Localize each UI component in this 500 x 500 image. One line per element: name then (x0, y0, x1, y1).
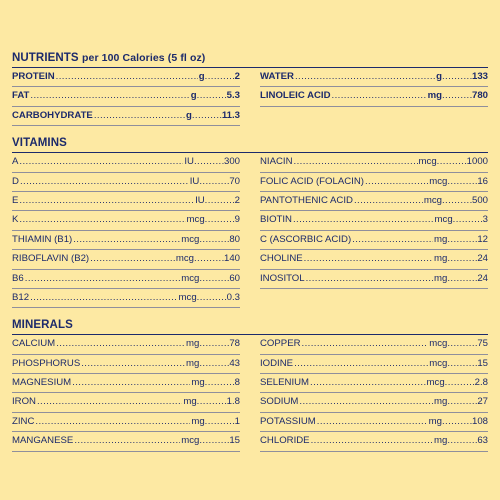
nutrient-value: 12 (477, 233, 488, 245)
dot-leader (199, 335, 229, 353)
nutrient-name: CHOLINE (260, 253, 303, 265)
dot-leader (199, 355, 229, 373)
dot-leader (199, 173, 229, 191)
nutrient-unit: IU (184, 156, 194, 168)
vitamins-title: VITAMINS (12, 137, 67, 150)
nutrient-name: THIAMIN (B1) (12, 233, 73, 245)
nutrient-name: FAT (12, 90, 30, 102)
dot-leader (317, 413, 428, 431)
nutrient-value: 5.3 (226, 90, 240, 102)
dot-leader (90, 250, 175, 268)
dot-leader (447, 432, 477, 450)
dot-leader (447, 231, 477, 249)
nutrient-value: 1.8 (226, 396, 240, 408)
nutrient-name: B6 (12, 272, 24, 284)
nutrient-unit: mcg (429, 175, 448, 187)
nutrition-panel (12, 50, 488, 452)
dot-leader (199, 432, 229, 450)
dot-leader (35, 413, 190, 431)
dot-leader (205, 211, 235, 229)
nutrient-row (260, 68, 488, 87)
nutrient-row (260, 211, 488, 230)
nutrient-value: 11.3 (221, 109, 240, 121)
dot-leader (295, 68, 435, 86)
nutrient-row (12, 192, 240, 211)
nutrient-unit: g (436, 71, 442, 82)
nutrient-row (12, 250, 240, 269)
dot-leader (365, 173, 428, 191)
nutrient-unit: mg (186, 357, 200, 369)
nutrient-value: 24 (477, 253, 488, 265)
nutrient-row (12, 374, 240, 393)
dot-leader (205, 192, 235, 210)
nutrient-name: SELENIUM (260, 377, 310, 389)
dot-leader (447, 393, 477, 411)
dot-leader (304, 250, 433, 268)
nutrient-name: RIBOFLAVIN (B2) (12, 253, 90, 265)
nutrient-row (12, 393, 240, 412)
nutrient-name: E (12, 194, 19, 206)
nutrient-value: 1 (234, 415, 240, 427)
nutrient-value: 300 (223, 156, 240, 168)
nutrient-value: 24 (477, 272, 488, 284)
nutrient-row (12, 413, 240, 432)
nutrient-value: 75 (477, 338, 488, 350)
nutrient-name: MANGANESE (12, 435, 74, 447)
dot-leader (311, 432, 433, 450)
nutrient-unit: mg (428, 415, 442, 427)
nutrient-unit: mcg (178, 291, 197, 303)
minerals-table (12, 335, 488, 451)
dot-leader (294, 355, 428, 373)
nutrient-unit: IU (189, 175, 200, 187)
nutrient-unit: mcg (429, 338, 448, 350)
dot-leader (199, 231, 229, 249)
minerals-left-column (12, 335, 240, 451)
dot-leader (197, 87, 227, 105)
nutrient-row (260, 432, 488, 451)
dot-leader (197, 393, 227, 411)
nutrient-unit: mg (427, 90, 442, 102)
nutrient-row (12, 153, 240, 172)
dot-leader (205, 413, 235, 431)
nutrient-unit: mg (434, 272, 448, 284)
nutrient-unit: mcg (181, 435, 200, 447)
nutrient-unit: mcg (423, 194, 442, 206)
nutrient-value: 78 (229, 338, 240, 350)
nutrient-name: COPPER (260, 338, 301, 350)
dot-leader (447, 250, 477, 268)
nutrient-name: ZINC (12, 415, 35, 427)
nutrient-unit: mcg (434, 214, 453, 226)
nutrient-row (260, 335, 488, 354)
nutrient-name: IODINE (260, 357, 294, 369)
nutrient-name: INOSITOL (260, 272, 305, 284)
nutrient-value: 2.8 (474, 377, 488, 389)
dot-leader (445, 374, 475, 392)
nutrient-value: 780 (471, 90, 488, 102)
dot-leader (20, 173, 189, 191)
nutrients-right-column (260, 68, 488, 126)
nutrient-unit: mcg (186, 214, 205, 226)
nutrient-name: NIACIN (260, 156, 293, 168)
nutrient-name: BIOTIN (260, 214, 292, 226)
nutrient-row (260, 173, 488, 192)
dot-leader (332, 87, 427, 105)
nutrient-unit: mg (434, 253, 448, 265)
nutrient-value: 16 (477, 175, 488, 187)
dot-leader (94, 107, 185, 125)
dot-leader (37, 393, 182, 411)
dot-leader (19, 153, 183, 171)
nutrient-row (12, 432, 240, 451)
dot-leader (447, 335, 477, 353)
dot-leader (19, 211, 185, 229)
dot-leader (299, 393, 433, 411)
nutrient-unit: mcg (418, 156, 437, 168)
nutrients-title: NUTRIENTS (12, 52, 79, 64)
nutrient-name: D (12, 175, 19, 187)
dot-leader (56, 335, 185, 353)
nutrient-name: CARBOHYDRATE (12, 109, 93, 121)
nutrient-value: 80 (229, 233, 240, 245)
nutrient-unit: mcg (175, 253, 194, 265)
dot-leader (30, 289, 177, 307)
dot-leader (306, 270, 433, 288)
nutrient-name: B12 (12, 291, 30, 303)
dot-leader (447, 355, 477, 373)
dot-leader (194, 153, 224, 171)
dot-leader (442, 68, 472, 86)
nutrient-row (260, 87, 488, 106)
nutrient-name: SODIUM (260, 396, 299, 408)
dot-leader (205, 68, 235, 86)
nutrient-value: 2 (234, 194, 240, 206)
nutrient-value: 500 (471, 194, 488, 206)
dot-leader (197, 289, 227, 307)
dot-leader (192, 107, 222, 125)
nutrient-row (260, 192, 488, 211)
nutrient-row (260, 270, 488, 289)
dot-leader (205, 374, 235, 392)
nutrient-unit: mg (434, 396, 448, 408)
nutrient-value: 108 (471, 415, 488, 427)
nutrient-row (260, 153, 488, 172)
dot-leader (194, 250, 224, 268)
minerals-title: MINERALS (12, 319, 73, 332)
vitamins-heading (12, 135, 488, 153)
nutrient-value: 3 (482, 214, 488, 226)
nutrient-value: 133 (471, 71, 488, 82)
vitamins-table (12, 153, 488, 308)
dot-leader (442, 87, 472, 105)
nutrient-unit: g (190, 90, 197, 102)
dot-leader (73, 231, 180, 249)
dot-leader (447, 270, 477, 288)
nutrient-name: PANTOTHENIC ACID (260, 194, 353, 206)
nutrient-unit: mcg (181, 272, 200, 284)
dot-leader (293, 211, 434, 229)
dot-leader (302, 335, 429, 353)
nutrient-unit: mcg (426, 377, 445, 389)
dot-leader (30, 87, 189, 105)
nutrient-unit: mg (434, 435, 448, 447)
nutrient-name: IRON (12, 396, 36, 408)
nutrients-heading (12, 50, 488, 68)
dot-leader (354, 192, 423, 210)
nutrient-value: 70 (229, 175, 240, 187)
nutrient-name: PHOSPHORUS (12, 357, 81, 369)
nutrient-name: A (12, 156, 19, 168)
nutrient-unit: mcg (429, 357, 448, 369)
nutrient-value: 2 (234, 71, 240, 82)
nutrient-name: LINOLEIC ACID (260, 90, 331, 102)
dot-leader (199, 270, 229, 288)
nutrient-value: 27 (477, 396, 488, 408)
nutrient-name: C (ASCORBIC ACID) (260, 233, 352, 245)
dot-leader (352, 231, 433, 249)
dot-leader (25, 270, 180, 288)
nutrient-unit: mg (191, 377, 205, 389)
dot-leader (442, 192, 472, 210)
nutrient-value: 140 (223, 253, 240, 265)
minerals-heading (12, 317, 488, 335)
nutrient-value: 1000 (466, 156, 488, 168)
dot-leader (453, 211, 483, 229)
nutrients-table (12, 68, 488, 126)
nutrient-name: MAGNESIUM (12, 377, 72, 389)
nutrient-unit: mg (186, 338, 200, 350)
nutrient-unit: mg (191, 415, 205, 427)
nutrient-value: 9 (234, 214, 240, 226)
nutrient-value: 8 (234, 377, 240, 389)
nutrient-row (260, 393, 488, 412)
nutrient-row (12, 270, 240, 289)
dot-leader (310, 374, 425, 392)
vitamins-right-column (260, 153, 488, 308)
nutrient-unit: mcg (181, 233, 200, 245)
nutrient-row (12, 231, 240, 250)
nutrient-row (260, 355, 488, 374)
nutrient-value: 43 (229, 357, 240, 369)
nutrient-value: 60 (229, 272, 240, 284)
nutrient-name: PROTEIN (12, 71, 55, 82)
nutrient-row (260, 413, 488, 432)
dot-leader (72, 374, 190, 392)
nutrient-name: CHLORIDE (260, 435, 310, 447)
nutrients-subtitle: per 100 Calories (5 fl oz) (82, 52, 206, 64)
nutrient-unit: g (185, 109, 192, 121)
nutrient-row (12, 355, 240, 374)
dot-leader (294, 153, 418, 171)
nutrient-row (12, 68, 240, 87)
nutrient-row (12, 87, 240, 106)
nutrient-name: CALCIUM (12, 338, 56, 350)
nutrient-value: 0.3 (226, 291, 240, 303)
nutrient-row (12, 335, 240, 354)
nutrient-unit: g (198, 71, 205, 82)
nutrient-unit: IU (195, 194, 205, 206)
nutrient-row (12, 173, 240, 192)
dot-leader (19, 192, 194, 210)
nutrient-unit: mg (434, 233, 448, 245)
dot-leader (447, 173, 477, 191)
dot-leader (437, 153, 467, 171)
dot-leader (56, 68, 198, 86)
vitamins-left-column (12, 153, 240, 308)
nutrients-left-column (12, 68, 240, 126)
nutrient-unit: mg (183, 396, 197, 408)
nutrient-row (260, 250, 488, 269)
dot-leader (442, 413, 472, 431)
minerals-right-column (260, 335, 488, 451)
nutrient-row (260, 374, 488, 393)
nutrient-row (12, 211, 240, 230)
nutrient-name: FOLIC ACID (FOLACIN) (260, 175, 364, 187)
nutrient-name: WATER (260, 71, 294, 82)
nutrient-value: 63 (477, 435, 488, 447)
nutrient-name: POTASSIUM (260, 415, 316, 427)
nutrient-row (12, 289, 240, 308)
nutrient-row (12, 107, 240, 126)
dot-leader (81, 355, 185, 373)
nutrient-row (260, 231, 488, 250)
dot-leader (74, 432, 180, 450)
nutrient-value: 15 (229, 435, 240, 447)
nutrient-value: 15 (477, 357, 488, 369)
nutrient-name: K (12, 214, 19, 226)
